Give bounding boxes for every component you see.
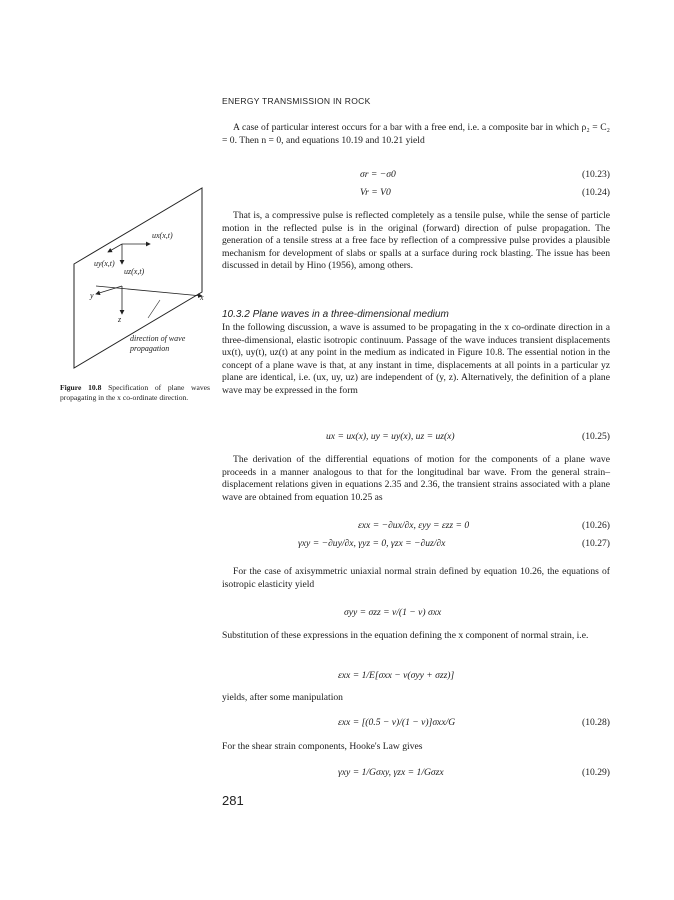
equation-10-24 [222,186,610,199]
equation-formula: γxy = 1/Gσxy, γzx = 1/Gσzx [338,767,444,778]
running-header: ENERGY TRANSMISSION IN ROCK [222,96,371,106]
figure-caption-text: Specification of plane waves propagating in the x co-ordinate direction. [60,383,210,403]
equation-formula: εxx = [(0.5 − ν)/(1 − ν)]σxx/G [338,717,456,728]
page-number: 281 [222,793,244,808]
equation-10-29 [222,766,610,779]
paragraph-substitution: Substitution of these expressions in the equation defining the x component of normal strain, i.e. [222,630,589,641]
equation-10-28 [222,716,610,729]
label-uy: uy(x,t) [94,259,115,268]
equation-formula: Vr = V0 [360,187,391,198]
paragraph-tensile-reflection: That is, a compressive pulse is reflected completely as a tensile pulse, while the sense of particle motion in the reflected pulse is in the original (forward) direction of pulse propagation. The generation of a tensile stress at a free face by reflection of a compressive pulse provides a plausible mechanism for development of slabs or spalls at a surface during rock blasting. The issue has been discussed in detail by Hino (1956), among others. [222,210,610,272]
label-z: z [118,315,122,324]
equation-number: (10.25) [582,431,610,442]
equation-number: (10.24) [582,187,610,198]
equation-formula: εxx = 1/E[σxx − ν(σyy + σzz)] [338,670,455,681]
equation-formula: εxx = −∂ux/∂x, εyy = εzz = 0 [358,520,470,531]
equation-formula: ux = ux(x), uy = uy(x), uz = uz(x) [326,431,455,442]
label-direction-2: propagation [130,344,170,353]
equation-sigma-lateral [222,606,610,619]
paragraph-derivation: The derivation of the differential equations of motion for the components of a plane wave proceeds in a manner analogous to that for the longitudinal bar wave. From the general strain–displacement relations given in equations 2.35 and 2.36, the transient strains associated with a plane wave are obtained from equation 10.25 as [222,454,610,503]
equation-number: (10.29) [582,767,610,778]
label-ux: ux(x,t) [152,231,173,240]
paragraph-free-end: A case of particular interest occurs for a bar with a free end, i.e. a composite bar in which ρ₂ = C₂ = 0. Then n = 0, and equations 10.19 and 10.21 yield [222,122,610,146]
figure-10-8-diagram [60,182,210,374]
label-y: y [90,291,94,300]
figure-caption [60,383,210,403]
paragraph-manipulation: yields, after some manipulation [222,692,343,703]
figure-caption-label: Figure 10.8 [60,383,102,392]
equation-10-25 [222,430,610,443]
equation-formula: γxy = −∂uy/∂x, γyz = 0, γzx = −∂uz/∂x [298,538,446,549]
equation-10-27 [222,537,610,550]
equation-normal-strain [222,669,610,682]
paragraph-hookes-law: For the shear strain components, Hooke's Law gives [222,741,423,752]
equation-10-26 [222,519,610,532]
label-direction-1: direction of wave [130,334,186,343]
x-axis [96,286,202,296]
equation-number: (10.23) [582,169,610,180]
section-subheading: 10.3.2 Plane waves in a three-dimensional medium [222,309,449,320]
equation-10-23 [222,168,610,181]
uy-arrow [108,244,122,252]
equation-number: (10.27) [582,538,610,549]
equation-formula: σr = −σ0 [360,169,396,180]
equation-formula: σyy = σzz = ν/(1 − ν) σxx [344,607,442,618]
paragraph-plane-wave-definition: In the following discussion, a wave is assumed to be propagating in the x co-ordinate direction in a three-dimensional, elastic isotropic continuum. Passage of the wave induces transient displacements ux(t), uy(t), uz(t) at any point in the medium as indicated in Figure 10.8. The essential notion in the concept of a plane wave is that, at any instant in time, displacements at all points in a particular yz plane are identical, i.e. (ux, uy, uz) are independent of (y, z). Alternatively, the definition of a plane wave may be expressed in the form [222,322,610,396]
label-uz: uz(x,t) [124,267,145,276]
direction-leader-line [148,300,160,318]
equation-number: (10.26) [582,520,610,531]
paragraph-axisymmetric: For the case of axisymmetric uniaxial normal strain defined by equation 10.26, the equations of isotropic elasticity yield [222,566,610,590]
label-x: x [200,293,204,302]
equation-number: (10.28) [582,717,610,728]
